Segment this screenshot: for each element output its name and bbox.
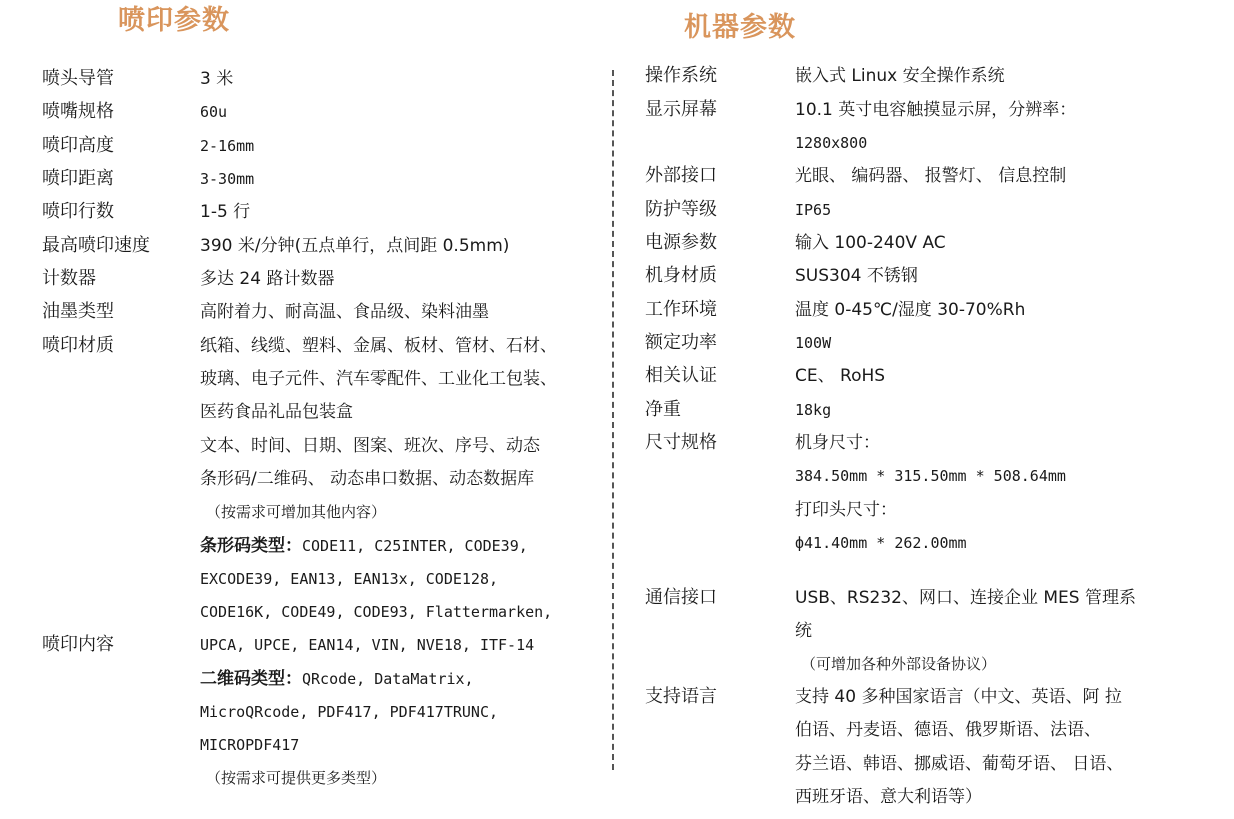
label-max-speed: 最高喷印速度: [42, 235, 150, 256]
value-net-weight: 18kg: [795, 401, 832, 419]
value-comm-note: （可增加各种外部设备协议）: [801, 655, 997, 673]
label-ink-type: 油墨类型: [42, 301, 114, 322]
label-nozzle-spec: 喷嘴规格: [42, 101, 114, 122]
label-rated-power: 额定功率: [645, 332, 717, 353]
value-max-speed: 390 米/分钟(五点单行，点间距 0.5mm): [200, 236, 510, 256]
barcode-types-label: 条形码类型：: [200, 536, 302, 556]
label-ports: 外部接口: [645, 165, 717, 186]
value-content-note-1: （按需求可增加其他内容）: [206, 503, 387, 521]
label-content: 喷印内容: [42, 634, 114, 655]
qr-types-value-3: MICROPDF417: [200, 736, 300, 754]
value-language-line-4: 西班牙语、意大利语等）: [795, 787, 982, 807]
value-language-line-3: 芬兰语、韩语、挪威语、葡萄牙语、 日语、: [795, 754, 1124, 774]
label-protection: 防护等级: [645, 199, 717, 220]
value-print-height: 2-16mm: [200, 137, 255, 155]
value-os: 嵌入式 Linux 安全操作系统: [795, 66, 1005, 86]
qr-types-line-1: [200, 668, 474, 690]
label-print-distance: 喷印距离: [42, 168, 114, 189]
value-material-line-1: 纸箱、线缆、塑料、金属、板材、管材、石材、: [200, 336, 557, 356]
barcode-types-line-1: [200, 535, 528, 557]
value-ink-type: 高附着力、耐高温、食品级、染料油墨: [200, 302, 489, 322]
value-size-line-1: 机身尺寸：: [795, 433, 880, 453]
qr-types-label: 二维码类型：: [200, 669, 302, 689]
label-language: 支持语言: [645, 686, 717, 707]
barcode-types-value-3: CODE16K, CODE49, CODE93, Flattermarken,: [200, 603, 553, 621]
qr-types-value-2: MicroQRcode, PDF417, PDF417TRUNC,: [200, 703, 499, 721]
value-body-material: SUS304 不锈钢: [795, 266, 918, 286]
label-print-height: 喷印高度: [42, 135, 114, 156]
value-protection: IP65: [795, 201, 832, 219]
barcode-types-value-1: CODE11, C25INTER, CODE39,: [302, 537, 528, 555]
label-power: 电源参数: [645, 232, 717, 253]
value-comm-line-1: USB、RS232、网口、连接企业 MES 管理系: [795, 588, 1136, 608]
machine-params-heading: 机器参数: [684, 12, 796, 43]
value-size-line-4: ф41.40mm * 262.00mm: [795, 534, 967, 552]
value-language-line-2: 伯语、丹麦语、德语、俄罗斯语、法语、: [795, 720, 1101, 740]
value-certification: CE、 RoHS: [795, 366, 886, 386]
value-content-line-2: 条形码/二维码、 动态串口数据、动态数据库: [200, 469, 535, 489]
value-print-distance: 3-30mm: [200, 170, 255, 188]
value-material-line-2: 玻璃、电子元件、汽车零配件、工业化工包装、: [200, 369, 557, 389]
value-content-note-2: （按需求可提供更多类型）: [206, 769, 387, 787]
print-params-heading: 喷印参数: [118, 5, 230, 36]
value-content-line-1: 文本、时间、日期、图案、班次、序号、动态: [200, 436, 540, 456]
label-print-lines: 喷印行数: [42, 201, 114, 222]
value-language-line-1: 支持 40 多种国家语言（中文、英语、阿 拉: [795, 687, 1122, 707]
value-comm-line-2: 统: [795, 621, 812, 641]
barcode-types-value-2: EXCODE39, EAN13, EAN13x, CODE128,: [200, 570, 499, 588]
column-divider: [612, 70, 614, 770]
value-power: 输入 100-240V AC: [795, 233, 946, 253]
value-nozzle-spec: 60u: [200, 103, 228, 121]
label-material: 喷印材质: [42, 335, 114, 356]
value-ports: 光眼、 编码器、 报警灯、 信息控制: [795, 166, 1067, 186]
value-rated-power: 100W: [795, 334, 832, 352]
label-screen: 显示屏幕: [645, 99, 717, 120]
value-print-lines: 1-5 行: [200, 202, 251, 222]
value-screen-line-1: 10.1 英寸电容触摸显示屏，分辨率：: [795, 100, 1077, 120]
value-size-line-3: 打印头尺寸：: [795, 500, 897, 520]
value-size-line-2: 384.50mm * 315.50mm * 508.64mm: [795, 467, 1066, 485]
label-body-material: 机身材质: [645, 265, 717, 286]
value-nozzle-tube: 3 米: [200, 69, 234, 89]
label-comm: 通信接口: [645, 587, 717, 608]
label-certification: 相关认证: [645, 365, 717, 386]
barcode-types-value-4: UPCA, UPCE, EAN14, VIN, NVE18, ITF-14: [200, 636, 535, 654]
value-counter: 多达 24 路计数器: [200, 269, 335, 289]
value-screen-line-2: 1280x800: [795, 134, 868, 152]
label-nozzle-tube: 喷头导管: [42, 68, 114, 89]
label-net-weight: 净重: [645, 399, 681, 420]
value-environment: 温度 0-45℃/湿度 30-70%Rh: [795, 300, 1026, 320]
qr-types-value-1: QRcode, DataMatrix,: [302, 670, 474, 688]
label-counter: 计数器: [42, 268, 96, 289]
label-environment: 工作环境: [645, 299, 717, 320]
value-material-line-3: 医药食品礼品包装盒: [200, 402, 353, 422]
label-size: 尺寸规格: [645, 432, 717, 453]
label-os: 操作系统: [645, 65, 717, 86]
